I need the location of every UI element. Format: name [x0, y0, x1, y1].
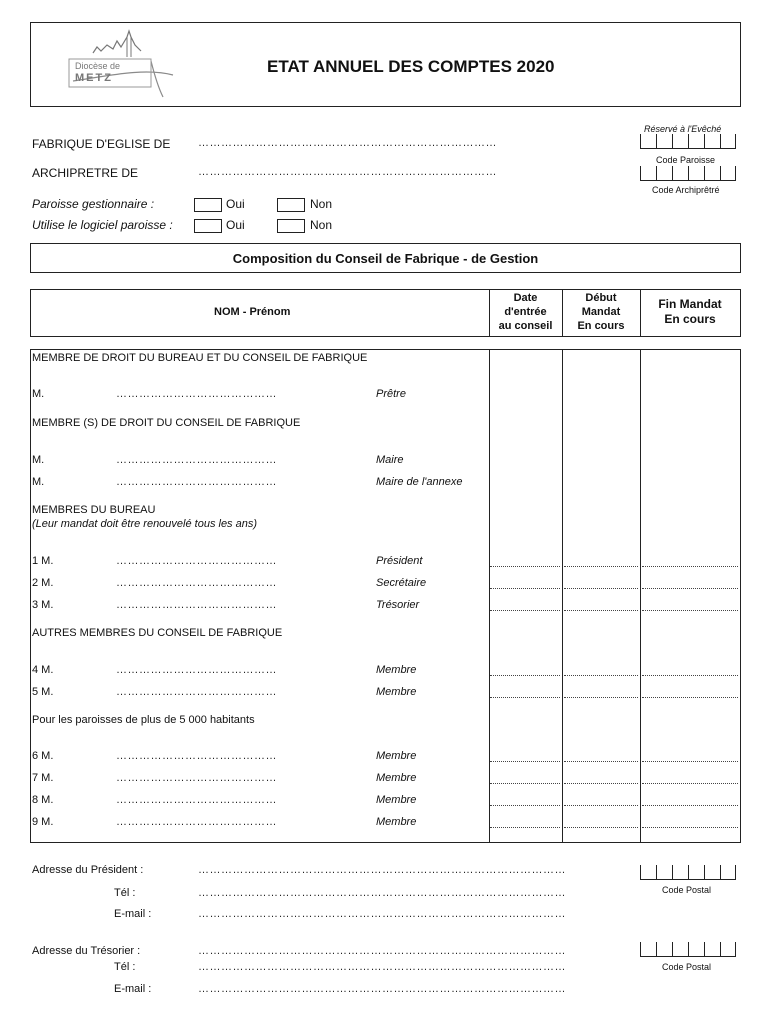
row-membre8-dots: ……………………………………: [116, 794, 277, 806]
row-maire-annexe-prefix: M.: [32, 476, 45, 488]
tresorier-address-dots: ……………………………………………………………………………………: [198, 945, 566, 957]
tresorier-email-label: E-mail :: [114, 983, 152, 995]
logo-line1: Diocèse de: [75, 61, 121, 71]
date-fill-line[interactable]: [490, 566, 560, 567]
row-maire-dots: ……………………………………: [116, 454, 277, 466]
row-maire-annexe-role: Maire de l'annexe: [376, 476, 463, 488]
row-maire-annexe-dots: ……………………………………: [116, 476, 277, 488]
date-fill-line[interactable]: [490, 827, 560, 828]
row-membre4-prefix: 4 M.: [32, 664, 54, 676]
row-secretaire-prefix: 2 M.: [32, 577, 54, 589]
date-fill-line[interactable]: [490, 805, 560, 806]
row-maire-prefix: M.: [32, 454, 45, 466]
row-membre9-role: Membre: [376, 816, 417, 828]
tresorier-email-dots: ……………………………………………………………………………………: [198, 983, 566, 995]
logiciel-non-checkbox[interactable]: [277, 219, 305, 233]
date-fill-line[interactable]: [490, 783, 560, 784]
gestionnaire-label: Paroisse gestionnaire :: [32, 197, 155, 211]
president-address-label: Adresse du Président :: [32, 864, 144, 876]
row-membre8-role: Membre: [376, 794, 417, 806]
col-name-header: NOM - Prénom: [214, 306, 291, 318]
gestionnaire-oui-label: Oui: [226, 197, 245, 211]
row-president-role: Président: [376, 555, 423, 567]
president-tel-label: Tél :: [114, 887, 136, 899]
tresorier-code-postal-cells: [640, 942, 736, 957]
date-fill-line[interactable]: [642, 697, 738, 698]
fabrique-label: FABRIQUE D'EGLISE DE: [32, 137, 171, 151]
section-title-box: [30, 243, 741, 273]
row-maire-role: Maire: [376, 454, 404, 466]
date-fill-line[interactable]: [642, 827, 738, 828]
date-fill-line[interactable]: [564, 805, 638, 806]
date-fill-line[interactable]: [564, 761, 638, 762]
date-fill-line[interactable]: [642, 675, 738, 676]
logiciel-oui-checkbox[interactable]: [194, 219, 222, 233]
date-fill-line[interactable]: [642, 783, 738, 784]
gestionnaire-oui-checkbox[interactable]: [194, 198, 222, 212]
date-fill-line[interactable]: [490, 588, 560, 589]
code-archipretre-label: Code Archiprêtré: [652, 185, 720, 195]
row-membre6-prefix: 6 M.: [32, 750, 54, 762]
row-membre7-role: Membre: [376, 772, 417, 784]
header-box: [30, 22, 741, 107]
date-fill-line[interactable]: [490, 761, 560, 762]
date-fill-line[interactable]: [490, 697, 560, 698]
row-membre6-dots: ……………………………………: [116, 750, 277, 762]
date-fill-line[interactable]: [564, 783, 638, 784]
row-tresorier-prefix: 3 M.: [32, 599, 54, 611]
logo-line2: METZ: [75, 72, 113, 84]
date-fill-line[interactable]: [642, 566, 738, 567]
col-fin-header: Fin Mandat En cours: [658, 297, 722, 326]
president-email-dots: ……………………………………………………………………………………: [198, 908, 566, 920]
tresorier-tel-label: Tél :: [114, 961, 136, 973]
row-secretaire-dots: ……………………………………: [116, 577, 277, 589]
section-title: Composition du Conseil de Fabrique - de Gestion: [232, 251, 539, 266]
row-membre9-prefix: 9 M.: [32, 816, 54, 828]
code-archipretre-cells: [640, 166, 736, 181]
row-membre7-dots: ……………………………………: [116, 772, 277, 784]
row-membre9-dots: ……………………………………: [116, 816, 277, 828]
section-grandes-paroisses: Pour les paroisses de plus de 5 000 habitants: [32, 714, 255, 726]
date-fill-line[interactable]: [642, 588, 738, 589]
row-membre5-dots: ……………………………………: [116, 686, 277, 698]
row-pretre-role: Prêtre: [376, 388, 406, 400]
logiciel-label: Utilise le logiciel paroisse :: [32, 218, 173, 232]
tresorier-code-postal-label: Code Postal: [662, 962, 712, 972]
date-fill-line[interactable]: [564, 827, 638, 828]
row-pretre-prefix: M.: [32, 388, 45, 400]
date-fill-line[interactable]: [490, 675, 560, 676]
logiciel-non-label: Non: [310, 218, 333, 232]
section-membres-bureau: MEMBRES DU BUREAU: [32, 504, 156, 516]
section-membre-droit-conseil: MEMBRE (S) DE DROIT DU CONSEIL DE FABRIQUE: [32, 417, 301, 429]
row-tresorier-role: Trésorier: [376, 599, 420, 611]
date-fill-line[interactable]: [564, 588, 638, 589]
date-fill-line[interactable]: [642, 610, 738, 611]
president-code-postal-cells: [640, 865, 736, 880]
page-title: ETAT ANNUEL DES COMPTES 2020: [267, 57, 555, 76]
date-fill-line[interactable]: [642, 761, 738, 762]
row-president-prefix: 1 M.: [32, 555, 54, 567]
president-email-label: E-mail :: [114, 908, 152, 920]
col-debut-header: Début Mandat En cours: [577, 292, 625, 332]
row-pretre-dots: ……………………………………: [116, 388, 277, 400]
section-membres-bureau-note: (Leur mandat doit être renouvelé tous les ans): [32, 518, 258, 530]
row-secretaire-role: Secrétaire: [376, 577, 427, 589]
date-fill-line[interactable]: [642, 805, 738, 806]
diocese-logo: [63, 27, 183, 101]
section-membre-droit-bureau: MEMBRE DE DROIT DU BUREAU ET DU CONSEIL DE FABRIQUE: [32, 352, 368, 364]
tresorier-address-label: Adresse du Trésorier :: [32, 945, 141, 957]
fabrique-dots: ……………………………………………………………………: [198, 137, 497, 149]
row-membre6-role: Membre: [376, 750, 417, 762]
row-membre4-role: Membre: [376, 664, 417, 676]
row-membre8-prefix: 8 M.: [32, 794, 54, 806]
row-membre7-prefix: 7 M.: [32, 772, 54, 784]
president-code-postal-label: Code Postal: [662, 885, 712, 895]
gestionnaire-non-checkbox[interactable]: [277, 198, 305, 212]
president-tel-dots: ……………………………………………………………………………………: [198, 887, 566, 899]
col-date-header: Date d'entrée au conseil: [498, 292, 553, 332]
tresorier-tel-dots: ……………………………………………………………………………………: [198, 961, 566, 973]
archipretre-label: ARCHIPRETRE DE: [32, 166, 139, 180]
date-fill-line[interactable]: [564, 610, 638, 611]
president-address-dots: ……………………………………………………………………………………: [198, 864, 566, 876]
date-fill-line[interactable]: [564, 675, 638, 676]
date-fill-line[interactable]: [564, 566, 638, 567]
section-autres-membres: AUTRES MEMBRES DU CONSEIL DE FABRIQUE: [32, 627, 283, 639]
row-membre5-role: Membre: [376, 686, 417, 698]
date-fill-line[interactable]: [490, 610, 560, 611]
table-header: [30, 289, 741, 337]
row-membre4-dots: ……………………………………: [116, 664, 277, 676]
row-president-dots: ……………………………………: [116, 555, 277, 567]
row-tresorier-dots: ……………………………………: [116, 599, 277, 611]
row-membre5-prefix: 5 M.: [32, 686, 54, 698]
gestionnaire-non-label: Non: [310, 197, 333, 211]
code-paroisse-label: Code Paroisse: [656, 155, 716, 165]
logiciel-oui-label: Oui: [226, 218, 245, 232]
reserved-label: Réservé à l'Evêché: [644, 124, 722, 134]
archipretre-dots: ……………………………………………………………………: [198, 166, 497, 178]
code-paroisse-cells: [640, 134, 736, 149]
date-fill-line[interactable]: [564, 697, 638, 698]
